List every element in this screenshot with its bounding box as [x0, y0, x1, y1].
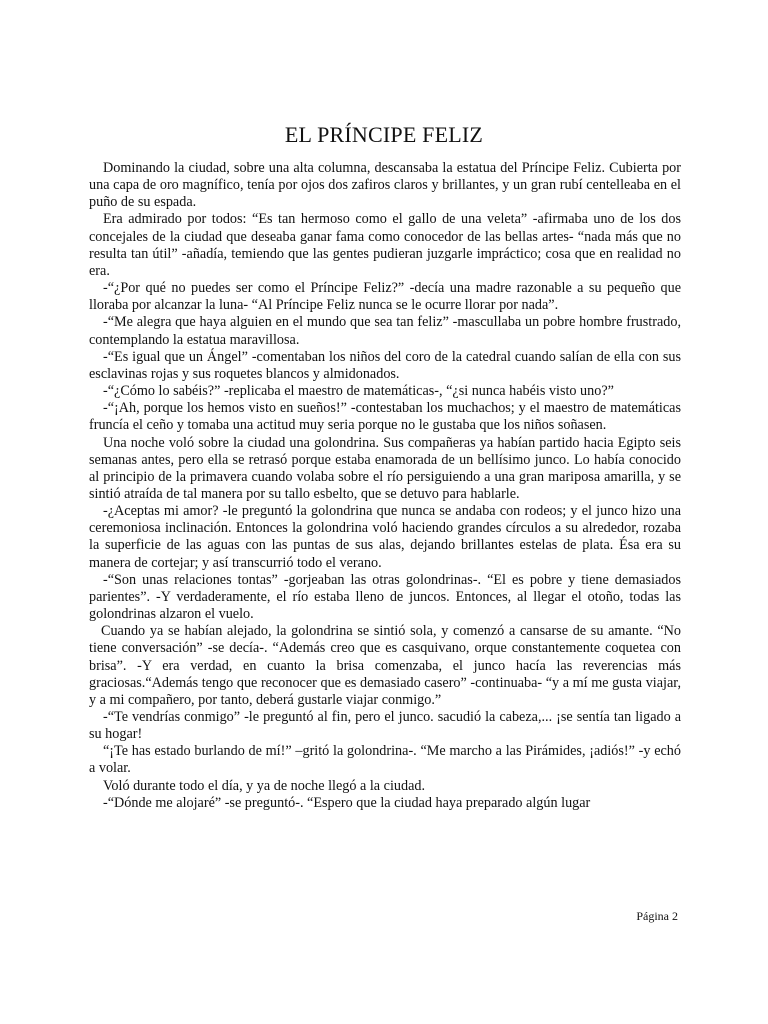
paragraph: -“Me alegra que haya alguien en el mundo que sea tan feliz” -mascullaba un pobre hombre frustrado, contemplando la estatua maravillosa.: [89, 314, 681, 348]
paragraph: -“¿Por qué no puedes ser como el Príncipe Feliz?” -decía una madre razonable a su pequeño que lloraba por alcanzar la luna- “Al Príncipe Feliz nunca se le ocurre llorar por nada”.: [89, 280, 681, 314]
paragraph: -“Te vendrías conmigo” -le preguntó al fin, pero el junco. sacudió la cabeza,... ¡se sentía tan ligado a su hogar!: [89, 709, 681, 743]
paragraph: Cuando ya se habían alejado, la golondrina se sintió sola, y comenzó a cansarse de su amante. “No tiene conversación” -se decía-. “Además creo que es casquivano, orque constantemente coquetea con brisa”. -Y era verdad, en cuanto la brisa comenzaba, el junco hacía las reverencias más graciosas.“Además tengo que reconocer que es demasiado casero” -continuaba- “y a mí me gusta viajar, y a mi compañero, por tanto, deberá gustarle viajar conmigo.”: [89, 623, 681, 708]
body-text: [89, 160, 681, 812]
paragraph: -“Son unas relaciones tontas” -gorjeaban las otras golondrinas-. “El es pobre y tiene demasiados parientes”. -Y verdaderamente, el río estaba lleno de juncos. Entonces, al llegar el otoño, todas las golondrinas alzaron el vuelo.: [89, 571, 681, 623]
paragraph: -“¿Cómo lo sabéis?” -replicaba el maestro de matemáticas-, “¿si nunca habéis visto uno?”: [103, 383, 614, 400]
paragraph: -“Es igual que un Ángel” -comentaban los niños del coro de la catedral cuando salían de ella con sus esclavinas rojas y sus roquetes blancos y almidonados.: [89, 348, 681, 382]
paragraph: -“¡Ah, porque los hemos visto en sueños!” -contestaban los muchachos; y el maestro de matemáticas fruncía el ceño y tomaba una actitud muy seria porque no le gustaba que los niños soñasen.: [89, 400, 681, 434]
paragraph: -“Dónde me alojaré” -se preguntó-. “Espero que la ciudad haya preparado algún lugar: [103, 794, 591, 811]
paragraph: Dominando la ciudad, sobre una alta columna, descansaba la estatua del Príncipe Feliz. Cubierta por una capa de oro magnífico, tenía por ojos dos zafiros claros y brillantes, y un gran rubí centelleaba en el puño de su espada.: [89, 160, 681, 211]
page-title: EL PRÍNCIPE FELIZ: [284, 122, 484, 147]
page-number: Página 2: [636, 909, 678, 923]
paragraph: Era admirado por todos: “Es tan hermoso como el gallo de una veleta” -afirmaba uno de los dos concejales de la ciudad que deseaba ganar fama como conocedor de las bellas artes- “nada más que no resulta tan útil” -añadía, temiendo que las gentes pudieran juzgarle impráctico; cosa que en realidad no era.: [89, 211, 681, 279]
paragraph: “¡Te has estado burlando de mí!” –gritó la golondrina-. “Me marcho a las Pirámides, ¡adiós!” -y echó a volar.: [89, 743, 681, 777]
paragraph: -¿Aceptas mi amor? -le preguntó la golondrina que nunca se andaba con rodeos; y el junco hizo una ceremoniosa inclinación. Entonces la golondrina voló haciendo grandes círculos a su alrededor, rozaba la superficie de las aguas con las puntas de sus alas, dejando brillantes estelas de plata. Ésa era su manera de cortejar; y así transcurrió todo el verano.: [89, 503, 681, 571]
paragraph: Una noche voló sobre la ciudad una golondrina. Sus compañeras ya habían partido hacia Egipto seis semanas antes, pero ella se retrasó porque estaba enamorada de un bellísimo junco. Lo había conocido al principio de la primavera cuando volaba sobre el río persiguiendo a una gran mariposa amarilla, y se sintió atraída de tal manera por su tallo esbelto, que se detuvo para hablarle.: [89, 434, 681, 502]
paragraph: Voló durante todo el día, y ya de noche llegó a la ciudad.: [103, 777, 426, 794]
